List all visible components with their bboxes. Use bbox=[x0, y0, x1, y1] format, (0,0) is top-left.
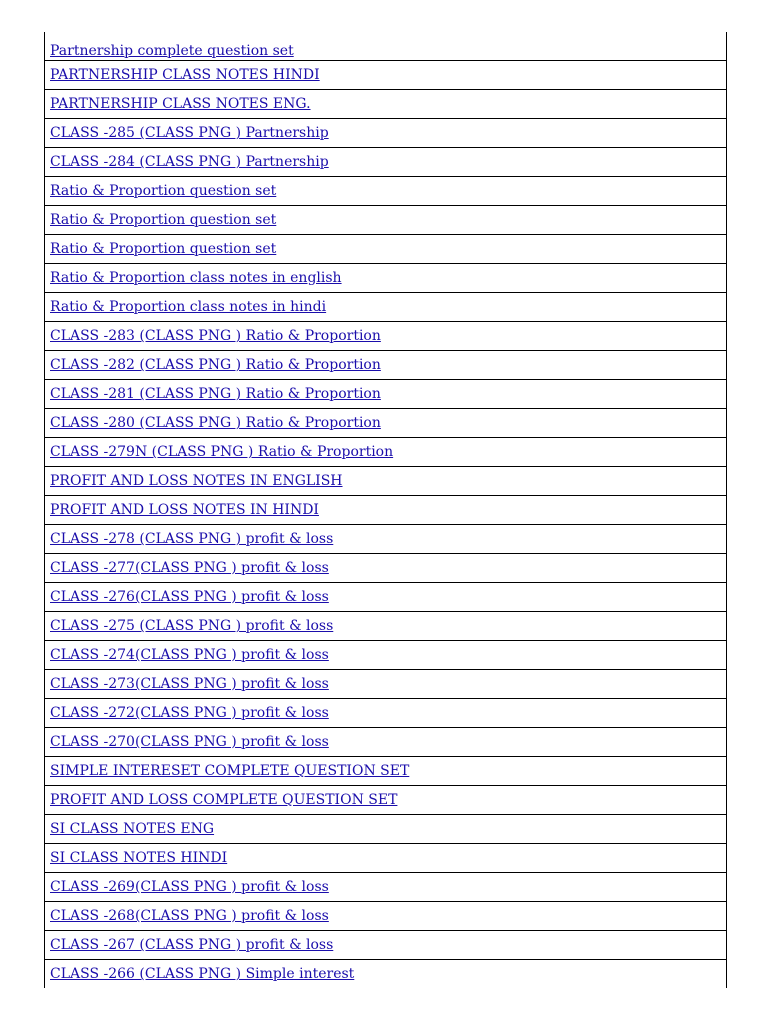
list-item bbox=[45, 728, 726, 757]
list-item bbox=[45, 32, 726, 61]
list-item bbox=[45, 554, 726, 583]
list-item-link[interactable]: Ratio & Proportion class notes in english bbox=[50, 270, 342, 286]
list-item-link[interactable]: CLASS -281 (CLASS PNG ) Ratio & Proportion bbox=[50, 386, 381, 402]
list-item-link[interactable]: CLASS -268(CLASS PNG ) profit & loss bbox=[50, 908, 329, 924]
list-item-link[interactable]: CLASS -279N (CLASS PNG ) Ratio & Proportion bbox=[50, 444, 394, 460]
list-item-link[interactable]: CLASS -272(CLASS PNG ) profit & loss bbox=[50, 705, 329, 721]
list-item bbox=[45, 496, 726, 525]
list-item bbox=[45, 786, 726, 815]
list-item-link[interactable]: CLASS -283 (CLASS PNG ) Ratio & Proportion bbox=[50, 328, 381, 344]
list-item-link[interactable]: Partnership complete question set bbox=[50, 43, 294, 59]
list-item bbox=[45, 264, 726, 293]
list-item bbox=[45, 293, 726, 322]
list-item-link[interactable]: CLASS -275 (CLASS PNG ) profit & loss bbox=[50, 618, 334, 634]
list-item bbox=[45, 844, 726, 873]
list-item-link[interactable]: CLASS -274(CLASS PNG ) profit & loss bbox=[50, 647, 329, 663]
list-item-link[interactable]: Ratio & Proportion class notes in hindi bbox=[50, 299, 327, 315]
list-item-link[interactable]: SI CLASS NOTES HINDI bbox=[50, 850, 228, 866]
list-item-link[interactable]: Ratio & Proportion question set bbox=[50, 241, 277, 257]
list-item bbox=[45, 873, 726, 902]
list-item bbox=[45, 902, 726, 931]
list-item-link[interactable]: Ratio & Proportion question set bbox=[50, 183, 277, 199]
list-item bbox=[45, 148, 726, 177]
list-item bbox=[45, 815, 726, 844]
link-list-table bbox=[44, 32, 727, 988]
list-item-link[interactable]: CLASS -270(CLASS PNG ) profit & loss bbox=[50, 734, 329, 750]
list-item bbox=[45, 206, 726, 235]
list-item bbox=[45, 177, 726, 206]
list-item bbox=[45, 90, 726, 119]
list-item-link[interactable]: SI CLASS NOTES ENG bbox=[50, 821, 215, 837]
list-item-link[interactable]: CLASS -267 (CLASS PNG ) profit & loss bbox=[50, 937, 334, 953]
list-item-link[interactable]: Ratio & Proportion question set bbox=[50, 212, 277, 228]
list-item bbox=[45, 322, 726, 351]
list-item bbox=[45, 583, 726, 612]
list-item bbox=[45, 641, 726, 670]
list-item bbox=[45, 61, 726, 90]
list-item bbox=[45, 235, 726, 264]
list-item-link[interactable]: CLASS -277(CLASS PNG ) profit & loss bbox=[50, 560, 329, 576]
list-item-link[interactable]: PROFIT AND LOSS COMPLETE QUESTION SET bbox=[50, 792, 398, 808]
list-item bbox=[45, 351, 726, 380]
list-item bbox=[45, 612, 726, 641]
list-item-link[interactable]: PARTNERSHIP CLASS NOTES HINDI bbox=[50, 67, 320, 83]
list-item-link[interactable]: PROFIT AND LOSS NOTES IN ENGLISH bbox=[50, 473, 343, 489]
list-item-link[interactable]: CLASS -269(CLASS PNG ) profit & loss bbox=[50, 879, 329, 895]
list-item-link[interactable]: CLASS -266 (CLASS PNG ) Simple interest bbox=[50, 966, 355, 982]
list-item bbox=[45, 467, 726, 496]
list-item-link[interactable]: PARTNERSHIP CLASS NOTES ENG. bbox=[50, 96, 311, 112]
list-item bbox=[45, 119, 726, 148]
list-item-link[interactable]: CLASS -280 (CLASS PNG ) Ratio & Proportion bbox=[50, 415, 381, 431]
list-item bbox=[45, 380, 726, 409]
list-item-link[interactable]: CLASS -278 (CLASS PNG ) profit & loss bbox=[50, 531, 334, 547]
list-item bbox=[45, 525, 726, 554]
list-item-link[interactable]: SIMPLE INTERESET COMPLETE QUESTION SET bbox=[50, 763, 410, 779]
list-item bbox=[45, 931, 726, 960]
list-item-link[interactable]: CLASS -284 (CLASS PNG ) Partnership bbox=[50, 154, 329, 170]
list-item bbox=[45, 960, 726, 988]
list-item-link[interactable]: CLASS -285 (CLASS PNG ) Partnership bbox=[50, 125, 329, 141]
list-item bbox=[45, 409, 726, 438]
list-item bbox=[45, 438, 726, 467]
list-item bbox=[45, 699, 726, 728]
list-item bbox=[45, 670, 726, 699]
list-item bbox=[45, 757, 726, 786]
list-item-link[interactable]: PROFIT AND LOSS NOTES IN HINDI bbox=[50, 502, 319, 518]
list-item-link[interactable]: CLASS -273(CLASS PNG ) profit & loss bbox=[50, 676, 329, 692]
list-item-link[interactable]: CLASS -276(CLASS PNG ) profit & loss bbox=[50, 589, 329, 605]
list-item-link[interactable]: CLASS -282 (CLASS PNG ) Ratio & Proportion bbox=[50, 357, 381, 373]
